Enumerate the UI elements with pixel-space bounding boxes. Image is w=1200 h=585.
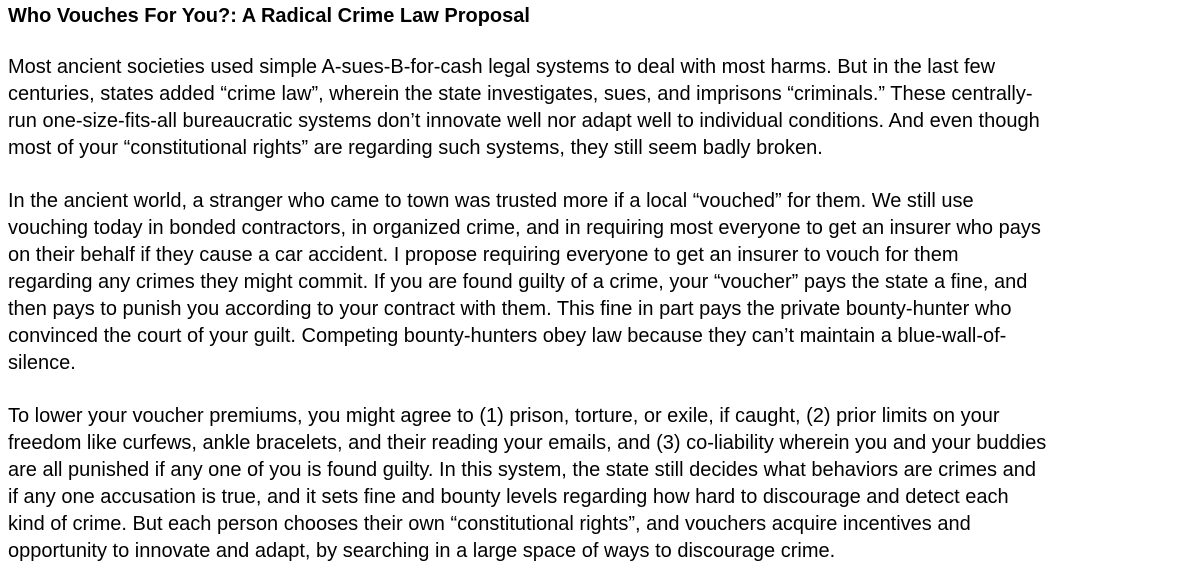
paragraph-2: In the ancient world, a stranger who came to town was trusted more if a local “vouched” for them. We still use vouching today in bonded contractors, in organized crime, and in requiring most everyone to get an insurer who pays on their behalf if they cause a car accident. I propose requiring everyone to get an insurer to vouch for them regarding any crimes they might commit. If you are found guilty of a crime, your “voucher” pays the state a fine, and then pays to punish you according to your contract with them. This fine in part pays the private bounty-hunter who convinced the court of your guilt. Competing bounty-hunters obey law because they can’t maintain a blue-wall-of- silence.	[8, 190, 1041, 374]
paragraph-3: To lower your voucher premiums, you might agree to (1) prison, torture, or exile, if caught, (2) prior limits on your freedom like curfews, ankle bracelets, and their reading your emails, and (3) co-liability wherein you and your buddies are all punished if any one of you is found guilty. In this system, the state still decides what behaviors are crimes and if any one accusation is true, and it sets fine and bounty levels regarding how hard to discourage and detect each kind of crime. But each person chooses their own “constitutional rights”, and vouchers acquire incentives and opportunity to innovate and adapt, by searching in a large space of ways to discourage crime.	[8, 405, 1047, 562]
document-title: Who Vouches For You?: A Radical Crime Law Proposal	[8, 5, 530, 27]
paragraph-1: Most ancient societies used simple A-sues-B-for-cash legal systems to deal with most harms. But in the last few centuries, states added “crime law”, wherein the state investigates, sues, and imprisons “criminals.” These centrally- run one-size-fits-all bureaucratic systems don’t innovate well nor adapt well to individual conditions. And even though most of your “constitutional rights” are regarding such systems, they still seem badly broken.	[8, 56, 1040, 159]
